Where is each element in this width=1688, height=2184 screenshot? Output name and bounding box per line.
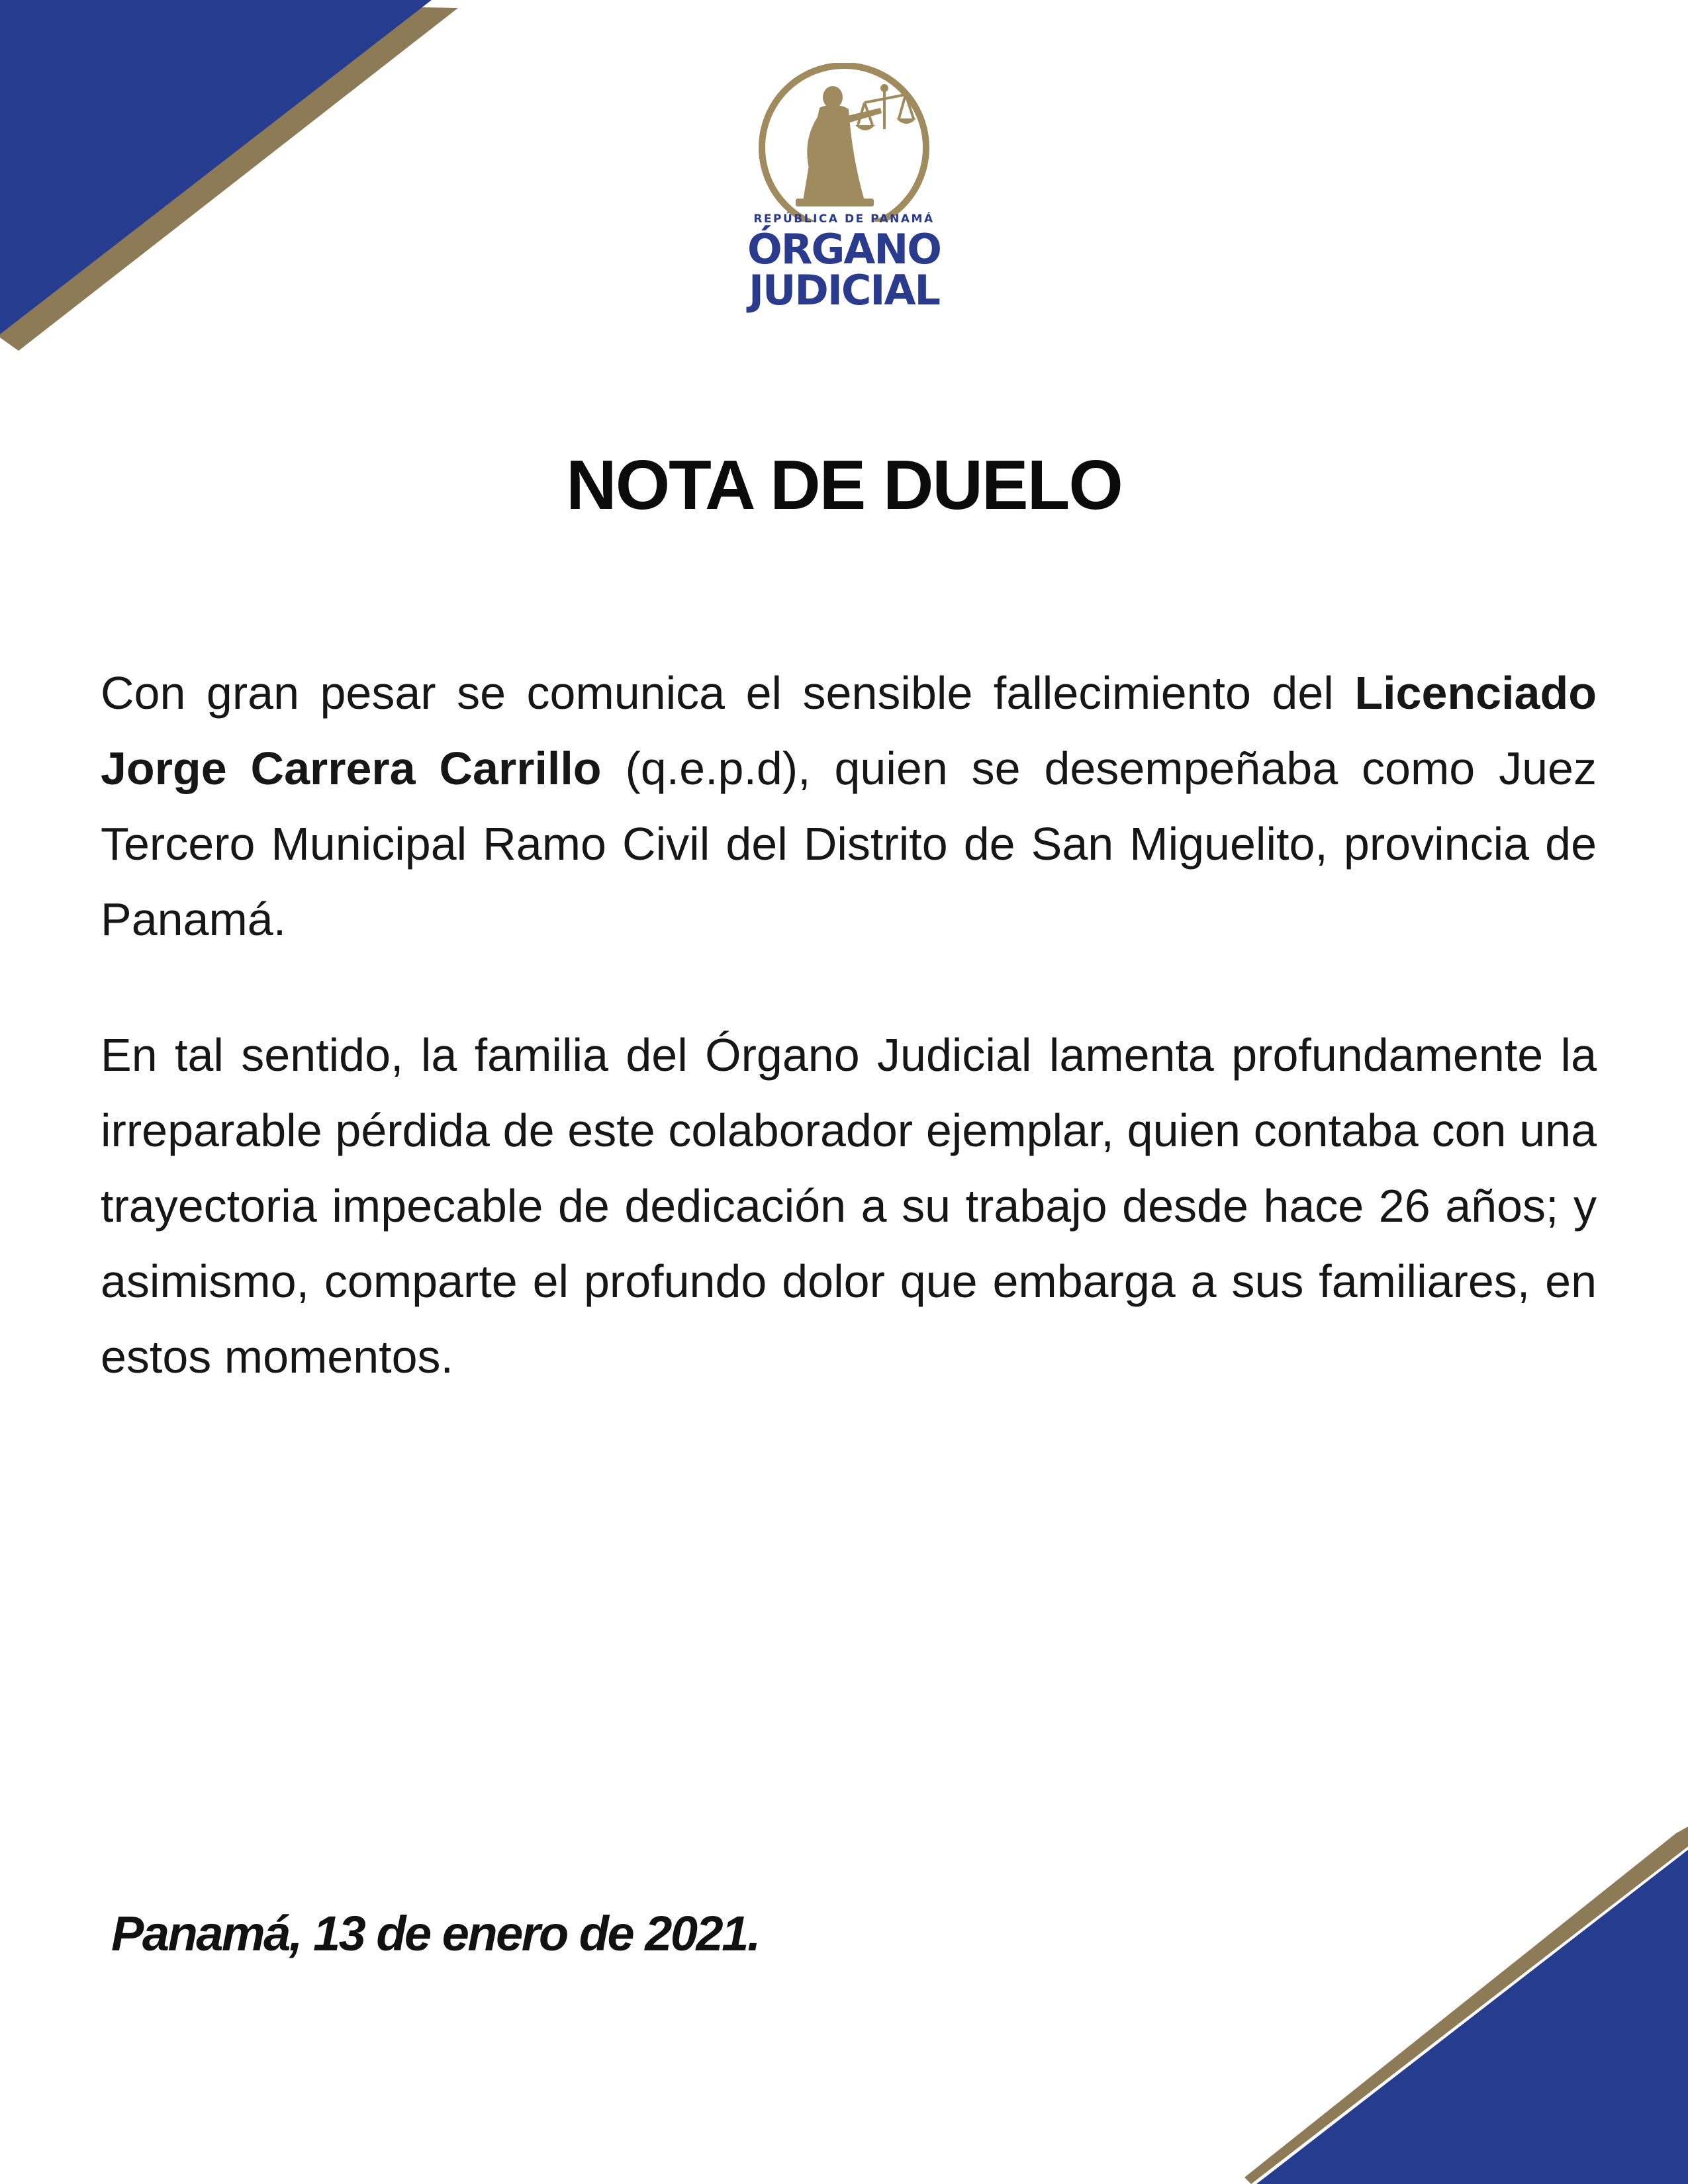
paragraph-announcement: [101, 655, 1597, 957]
logo-wordmark-line-1: ÓRGANO: [747, 225, 941, 273]
paragraph-1-rest: (q.e.p.d), quien se desempeñaba como Juez Tercero Municipal Ramo Civil del Distrito de San Miguelito, provincia de Panamá.: [101, 743, 1597, 945]
organo-judicial-logo: [741, 63, 947, 314]
paragraph-condolence: En tal sentido, la familia del Órgano Judicial lamenta profundamente la irreparable pérdida de este colaborador ejemplar, quien contaba con una trayectoria impecable de dedicación a su trabajo desde hace 26 años; y asimismo, comparte el profundo dolor que embarga a sus familiares, en estos momentos.: [101, 1029, 1597, 1383]
corner-blue-triangle-bottom-right: [1256, 1850, 1688, 2184]
document-title: NOTA DE DUELO: [566, 446, 1122, 524]
corner-decoration-bottom-right: [1244, 1820, 1688, 2184]
justice-scales-emblem-icon: [755, 63, 933, 222]
paragraph-1-intro: Con gran pesar se comunica el sensible fallecimiento del: [101, 667, 1355, 719]
logo-wordmark-line-2: JUDICIAL: [748, 266, 939, 314]
corner-decoration-top-left: [0, 0, 463, 357]
logo-country-label: REPÚBLICA DE PANAMÁ: [753, 212, 935, 226]
deceased-name: Licenciado Jorge Carrera Carrillo: [101, 667, 1597, 794]
document-date: Panamá, 13 de enero de 2021.: [111, 1906, 759, 1961]
